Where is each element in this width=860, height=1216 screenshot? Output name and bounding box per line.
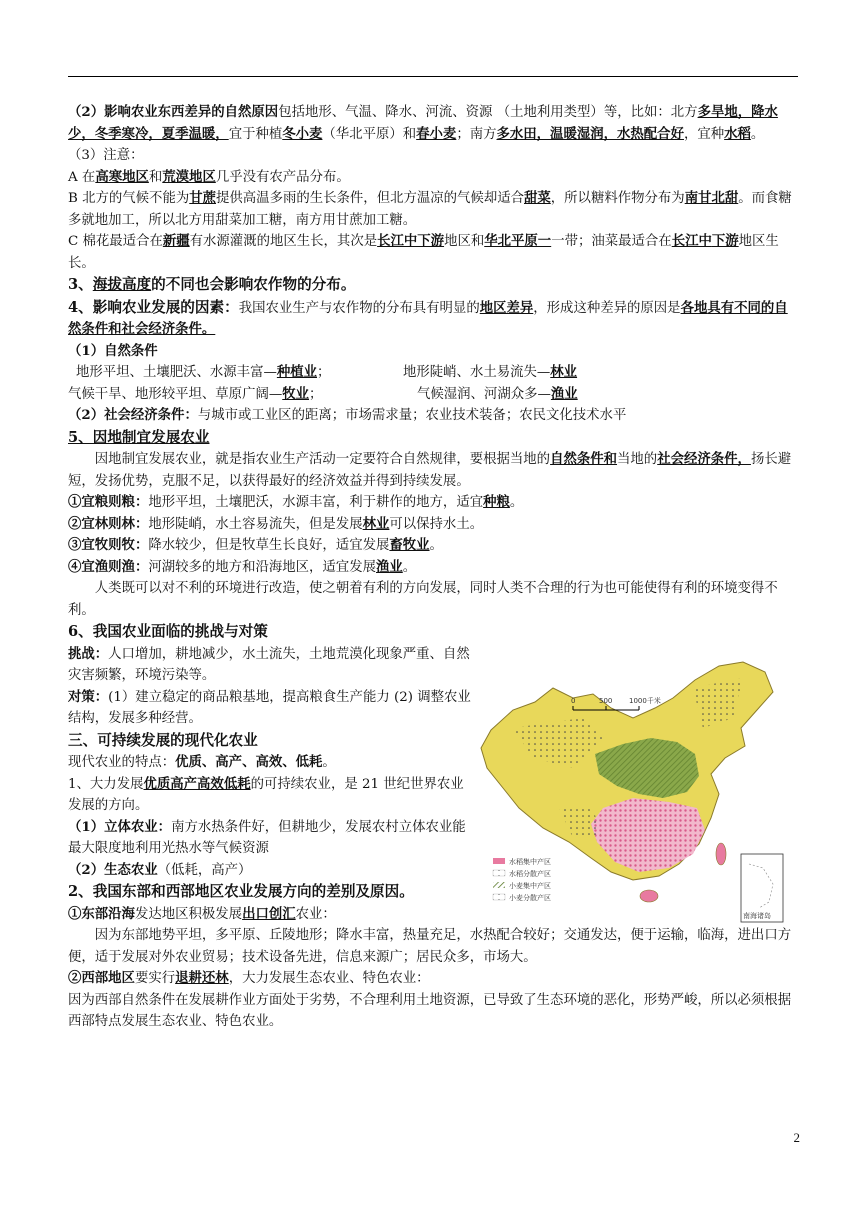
text: 河湖较多的地方和沿海地区，适宜发展 <box>148 559 376 575</box>
key-term: 林业 <box>550 364 578 380</box>
key-term: 渔业 <box>550 385 578 402</box>
text: 气候干旱、地形较平坦、草原广阔— <box>68 386 283 402</box>
text: 要实行 <box>134 971 176 986</box>
key-term: 社会经济 <box>657 451 711 467</box>
text: 3、 <box>68 276 93 293</box>
text: ；南方 <box>456 126 497 142</box>
text: （华北平原）和 <box>322 126 417 142</box>
text: 。 <box>509 495 524 510</box>
key-term: 优质高产高效低耗 <box>143 775 251 792</box>
text: 有水源灌溉的地区生长，其次是 <box>189 234 378 249</box>
countermeasures <box>68 687 473 730</box>
item-fishery <box>68 557 798 579</box>
key-term: 自然条件和 <box>550 451 618 467</box>
sustainable-agriculture <box>68 774 473 817</box>
inset-label: 南海诸岛 <box>743 912 771 920</box>
legend-swatch-rice-scattered <box>493 870 505 876</box>
condition-cell <box>68 362 403 384</box>
key-term: 荒漠地区 <box>162 168 216 185</box>
text: 地形陡峭，水土容易流失，但是发展 <box>148 516 363 532</box>
text: ； <box>309 386 323 402</box>
text: 提供高温多雨的生长条件，但北方温凉的气候却适合 <box>216 191 524 206</box>
china-map-svg <box>473 658 800 933</box>
key-term: 南甘 <box>684 190 712 206</box>
key-term: 长江中下游 <box>377 233 445 249</box>
natural-conditions-row1 <box>68 362 798 384</box>
text: 可以保持水土。 <box>389 516 484 532</box>
challenges <box>68 644 473 687</box>
east-reasons: 因为东部地势平坦，多平原、丘陵地形；降水丰富，热量充足，水热配合较好；交通发达，便于运输，临海，进出口方便，适于发展对外农业贸易；技术设备先进，信息来源广；居民众多，市场大。 <box>68 928 792 965</box>
key-term: 水热配合好 <box>617 125 684 142</box>
note-c <box>68 231 798 274</box>
text: 地区和 <box>444 234 485 249</box>
bold-phrase: 对策： <box>68 688 109 705</box>
bold-phrase: 优质、高产、高效、低耗 <box>175 754 323 770</box>
text: 我国农业生产与农作物的分布具有明显的 <box>238 300 480 316</box>
key-term: 条件， <box>710 451 751 467</box>
text: 一带；油菜最适合在 <box>551 234 672 249</box>
bold-phrase: （1）立体农业： <box>68 818 172 835</box>
key-term: 畜牧业 <box>389 537 430 553</box>
text: 与城市或工业区的距离；市场需求量；农业技术装备；农民文化技术水平 <box>197 408 627 423</box>
bold-phrase: （2）影响农业东西差异的自然原因 <box>68 104 279 120</box>
eco-agriculture <box>68 860 473 882</box>
text: ，所以糖料作物分布为 <box>550 191 685 206</box>
key-term: 华北平原一 <box>484 233 552 249</box>
text: 人口增加，耕地减少，水土流失，土地荒漠化现象严重、自然灾害频繁，环境污染等。 <box>68 646 470 683</box>
key-term: 冬小麦 <box>282 125 323 142</box>
text: 。 <box>750 126 765 142</box>
condition-cell <box>403 384 578 406</box>
crop-distribution-map <box>473 658 800 933</box>
natural-conditions-row2 <box>68 384 798 406</box>
key-term: 长江中 <box>671 233 712 249</box>
key-term: 甘蔗 <box>189 190 217 206</box>
heading-challenges: 6、我国农业面临的挑战与对策 <box>68 623 268 640</box>
hainan <box>640 890 658 902</box>
key-term: 种粮 <box>483 494 510 510</box>
left-column <box>68 621 473 881</box>
legend-label: 小麦集中产区 <box>509 882 551 890</box>
west-reasons: 因为西部自然条件在发展耕作业方面处于劣势，不合理利用土地资源，已导致了生态环境的恶化，形势严峻，所以必须根据西部特点发展生态农业、特色农业。 <box>68 992 792 1029</box>
page-number: 2 <box>793 1130 800 1145</box>
bold-phrase: ②宜林则林： <box>68 515 149 532</box>
text: 地区生长。 <box>68 234 779 271</box>
paragraph-east-west <box>68 102 798 145</box>
social-conditions <box>68 405 798 427</box>
paragraph-local-conditions <box>68 449 798 492</box>
text: A 在 <box>68 169 96 185</box>
text: 包括地形、气温、降水、河流、资源 （土地利用类型）等，比如：北 <box>278 105 685 120</box>
text: 扬长避短，发扬优势，克服不足，以获得最好的经济效益并得到持续发展。 <box>68 452 792 489</box>
text: ，宜种 <box>683 126 725 142</box>
key-term: 新疆 <box>162 233 190 249</box>
vertical-agriculture <box>68 817 473 860</box>
key-term: 多水田，温暖湿润， <box>496 125 618 142</box>
key-term: 牧业 <box>282 385 310 402</box>
note-a <box>68 167 798 189</box>
heading-east-west: 2、我国东部和西部地区农业发展方向的差别及原因。 <box>68 883 414 900</box>
bold-phrase: ④宜渔则渔： <box>68 558 149 575</box>
legend-swatch-rice-dense <box>493 858 505 864</box>
condition-cell <box>403 362 577 384</box>
item-forest <box>68 514 798 536</box>
text: 的不同也会影响农作物的分布。 <box>151 276 356 293</box>
key-term: 出口创汇 <box>242 905 296 922</box>
text: （低耗，高产） <box>157 862 252 878</box>
text: 1、大力发展 <box>68 776 144 792</box>
taiwan <box>716 843 726 865</box>
text: 地形平坦，土壤肥沃，水源丰富，利于耕作的地方，适宜 <box>148 495 484 510</box>
text: 气候湿润、河湖众多— <box>417 386 551 402</box>
text: 农业： <box>295 906 336 922</box>
note-b <box>68 188 798 231</box>
text: 。而食糖多就地加工，所以北方用甜菜加工糖，南方用甘蔗加工糖。 <box>68 191 792 228</box>
text: 。 <box>322 755 336 770</box>
text: 的可持续农业，是 21 世纪世界农业发展的方向。 <box>68 776 464 813</box>
item-grain <box>68 492 798 514</box>
key-term: 多旱地，降水少，冬季寒冷，夏季温暖， <box>68 104 778 142</box>
key-term: 甜菜 <box>524 190 551 206</box>
key-term: 下游 <box>711 233 739 249</box>
heading-altitude <box>68 274 798 297</box>
text: 。 <box>429 538 443 553</box>
text: ； <box>317 365 331 380</box>
key-term: 高寒地区 <box>95 168 149 185</box>
legend-label: 小麦分散产区 <box>509 894 551 902</box>
text: 地形平坦、土壤肥沃、水源丰富— <box>76 365 277 380</box>
text: 现代农业的特点： <box>68 755 176 770</box>
header-rule <box>68 76 798 77</box>
west-intro <box>68 968 798 990</box>
paragraph-environment: 人类既可以对不利的环境进行改造，使之朝着有利的方向发展，同时人类不合理的行为也可能使得有利的环境变得不利。 <box>68 581 778 618</box>
text: ，形成这种差异的原因是 <box>533 300 681 316</box>
key-term: 种植业 <box>276 364 318 380</box>
bold-phrase: ②西部地区 <box>68 970 135 986</box>
text: 南方水热条件好，但耕地少，发展农村立体农业能最大限度地利用光热水等气候资源 <box>68 819 466 856</box>
bold-phrase: ①宜粮则粮： <box>68 494 149 510</box>
text: (1）建立稳定的商品粮基地，提高粮食生产能力 (2) 调整农业结构，发展多种经营。 <box>68 689 471 726</box>
bold-phrase: （2）社会经济条件： <box>68 407 198 423</box>
text: 因地制宜发展农业，就是指农业生产活动一定要符合自然规律，要根据当地的 <box>94 452 551 467</box>
heading-modern-agriculture: 三、可持续发展的现代化农业 <box>68 731 258 749</box>
key-term: 各地 <box>680 299 708 316</box>
heading-local-conditions: 5、因地制宜发展农业 <box>68 428 210 446</box>
text: 几乎没有农产品分布。 <box>215 169 350 185</box>
modern-features <box>68 752 473 774</box>
section-heading: 4、影响农业发展的因素： <box>68 298 239 316</box>
condition-cell <box>68 384 403 406</box>
legend-label: 水稻集中产区 <box>509 858 551 866</box>
key-term: 林业 <box>362 515 390 532</box>
text: ，大力发展生态农业、特色农业： <box>228 971 430 986</box>
text: 。 <box>402 559 417 575</box>
text: C 棉花最适合在 <box>68 234 163 249</box>
key-term: 水稻 <box>724 125 751 142</box>
scale-label: 0 <box>571 697 576 705</box>
legend-label: 水稻分散产区 <box>509 870 551 878</box>
text: 地形陡峭、水土易流失— <box>403 365 551 380</box>
scale-label: 1000千米 <box>629 697 661 705</box>
text: 当地的 <box>617 452 658 467</box>
note-heading: （3）注意： <box>68 148 144 163</box>
key-term: 北甜 <box>711 190 739 206</box>
item-pasture <box>68 535 798 557</box>
paragraph-factors <box>68 297 798 341</box>
legend-swatch-wheat-scattered <box>493 894 505 900</box>
bold-phrase: 挑战： <box>68 645 109 662</box>
key-term: 退耕还林 <box>175 970 229 986</box>
natural-conditions-heading: （1）自然条件 <box>68 342 158 359</box>
text: 宜于种植 <box>228 126 283 142</box>
bold-phrase: （2）生态农业 <box>68 861 158 878</box>
key-term: 海拔高度 <box>92 276 152 293</box>
text: B 北方的气候不能为 <box>68 191 190 206</box>
key-term: 春小麦 <box>416 125 457 142</box>
text: 方 <box>684 105 698 120</box>
text: 发达地区积极发展 <box>134 906 243 922</box>
text: 降水较少，但是牧草生长良好，适宜发展 <box>148 538 390 553</box>
bold-phrase: ①东部沿海 <box>68 905 135 922</box>
scale-label: 500 <box>599 697 613 705</box>
legend-swatch-wheat-dense <box>493 882 505 888</box>
text: 和 <box>148 169 163 185</box>
key-term: 地区差异 <box>479 299 534 316</box>
bold-phrase: ③宜牧则牧： <box>68 537 149 553</box>
key-term: 渔业 <box>375 558 403 575</box>
key-term: 具有不同的自然条件和社会经济条件。 <box>68 299 788 337</box>
